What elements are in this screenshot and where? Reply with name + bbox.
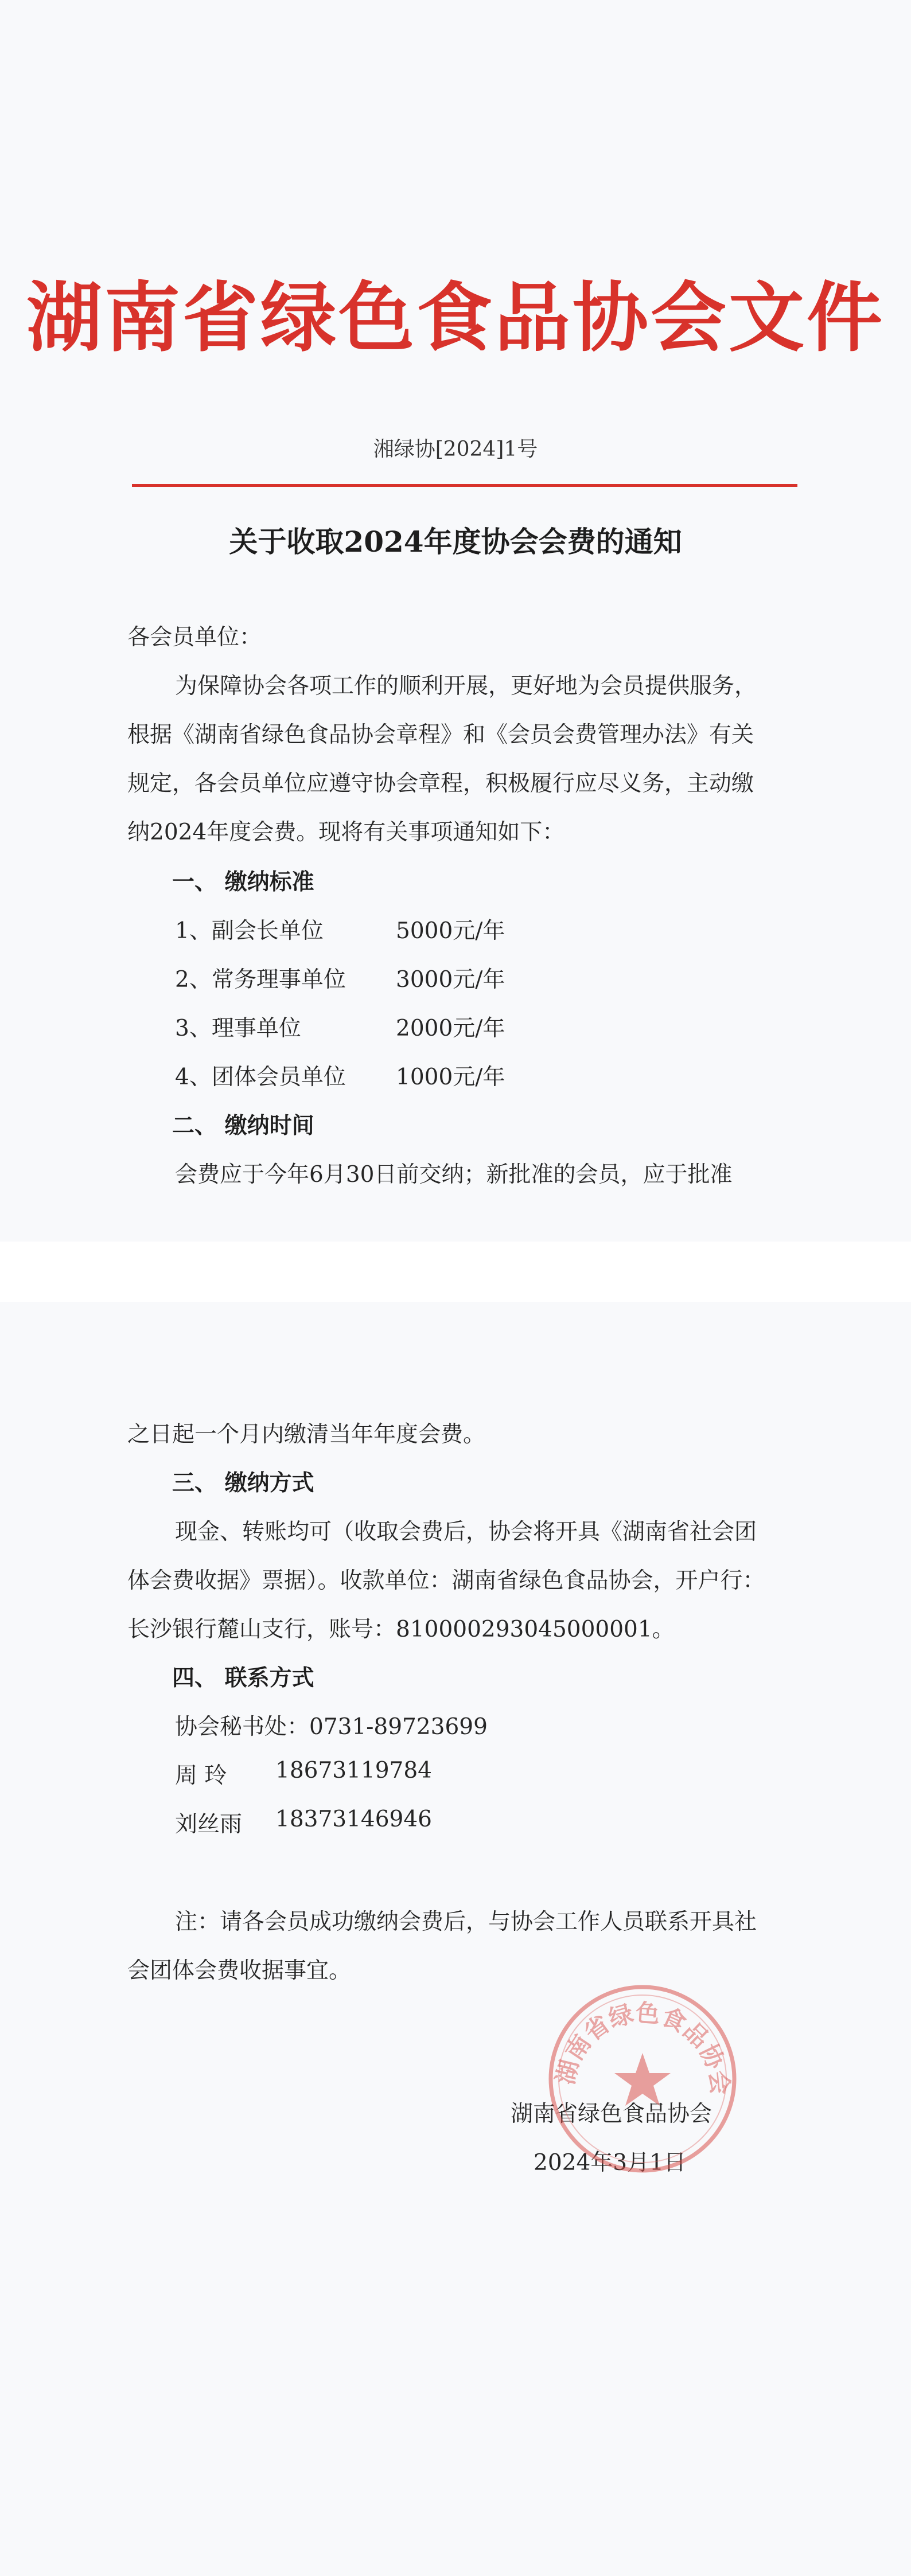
time-line: 之日起一个月内缴清当年年度会费。 (127, 1422, 486, 1447)
fee-label: 1、副会长单位 (175, 918, 324, 944)
intro-line: 根据《湖南省绿色食品协会章程》和《会员会费管理办法》有关 (127, 722, 754, 748)
signature-date: 2024年3月1日 (534, 2150, 686, 2176)
note-line: 会团体会费收据事宜。 (127, 1958, 352, 1984)
contact-name: 周 玲 (175, 1763, 227, 1789)
section-heading: 一、 缴纳标准 (172, 869, 314, 895)
fee-value: 2000元/年 (396, 1016, 505, 1041)
fee-value: 1000元/年 (396, 1064, 505, 1090)
office-phone: 协会秘书处：0731-89723699 (175, 1714, 488, 1740)
contact-phone: 18673119784 (275, 1758, 432, 1783)
document-number: 湘绿协[2024]1号 (373, 438, 538, 461)
official-seal-icon (545, 1981, 740, 2176)
intro-line: 纳2024年度会费。现将有关事项通知如下： (127, 819, 565, 845)
page-gap (0, 1242, 911, 1302)
time-line: 会费应于今年6月30日前交纳；新批准的会员，应于批准 (175, 1162, 733, 1188)
org-header-title: 湖南省绿色食品协会文件 (26, 274, 885, 362)
payment-line: 现金、转账均可（收取会费后，协会将开具《湖南省社会团 (175, 1519, 757, 1545)
intro-line: 为保障协会各项工作的顺利开展，更好地为会员提供服务， (175, 673, 757, 699)
section-heading: 四、 联系方式 (172, 1665, 314, 1691)
notice-title: 关于收取2024年度协会会费的通知 (229, 525, 682, 559)
red-divider (132, 484, 797, 487)
fee-label: 2、常务理事单位 (175, 967, 346, 993)
seal-text: 湖南省绿色食品协会 (551, 1998, 735, 2096)
document-page-2 (0, 1302, 911, 2576)
signature-org: 湖南省绿色食品协会 (511, 2101, 713, 2127)
document-page-1 (0, 0, 911, 1242)
section-heading: 二、 缴纳时间 (172, 1113, 314, 1139)
salutation: 各会员单位： (127, 625, 262, 650)
fee-label: 3、理事单位 (175, 1016, 301, 1041)
note-line: 注：请各会员成功缴纳会费后，与协会工作人员联系开具社 (175, 1909, 757, 1935)
section-heading: 三、 缴纳方式 (172, 1470, 314, 1496)
fee-label: 4、团体会员单位 (175, 1064, 346, 1090)
contact-name: 刘丝雨 (175, 1812, 243, 1837)
fee-value: 3000元/年 (396, 967, 505, 993)
intro-line: 规定，各会员单位应遵守协会章程，积极履行应尽义务，主动缴 (127, 771, 754, 797)
payment-line: 体会费收据》票据）。收款单位：湖南省绿色食品协会，开户行： (127, 1568, 765, 1594)
contact-phone: 18373146946 (275, 1806, 432, 1832)
payment-line: 长沙银行麓山支行，账号：810000293045000001。 (127, 1617, 675, 1642)
fee-value: 5000元/年 (396, 918, 505, 944)
